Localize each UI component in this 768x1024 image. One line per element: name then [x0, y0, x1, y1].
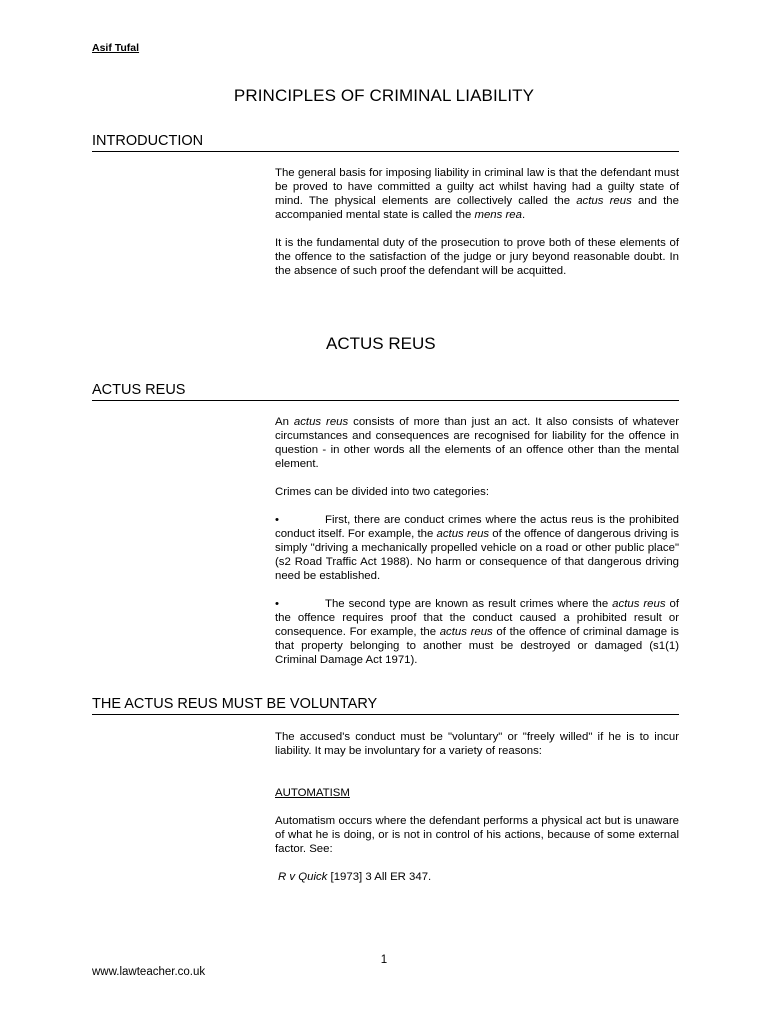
- introduction-paragraph-1: The general basis for imposing liability in criminal law is that the defendant must be proved to have committed a guilty act whilst having had a guilty state of mind. The physical elements are collectively called the actus reus and the accompanied mental state is called the mens rea.: [275, 167, 679, 221]
- bullet-item-conduct-crimes: • First, there are conduct crimes where the actus reus is the prohibited conduct itself. For example, the actus reus of the offence of dangerous driving is simply "driving a mechanically propelled vehicle on a road or other public place" (s2 Road Traffic Act 1988). No harm or consequence of that dangerous driving need be established.: [275, 514, 679, 582]
- automatism-paragraph: Automatism occurs where the defendant performs a physical act but is unaware of what he is doing, or is not in control of his actions, because of some external factor. See:: [275, 815, 679, 855]
- case-citation: R v Quick [1973] 3 All ER 347.: [278, 871, 432, 883]
- subheading-automatism: AUTOMATISM: [275, 787, 350, 799]
- voluntary-paragraph-1: The accused's conduct must be "voluntary" or "freely willed" if he is to incur liability. It may be involuntary for a variety of reasons:: [275, 731, 679, 757]
- part-heading-actus-reus: ACTUS REUS: [326, 334, 436, 353]
- section-heading-actus-reus: ACTUS REUS: [92, 382, 679, 401]
- section-heading-introduction: INTRODUCTION: [92, 133, 679, 152]
- actus-reus-paragraph-1: An actus reus consists of more than just an act. It also consists of whatever circumstances and consequences are recognised for liability for the offence in question - in other words all the elements of an offence other than the mental element.: [275, 416, 679, 470]
- author-name: Asif Tufal: [92, 42, 140, 54]
- bullet-item-result-crimes: • The second type are known as result crimes where the actus reus of the offence requires proof that the conduct caused a prohibited result or consequence. For example, the actus reus of the offence of criminal damage is that property belonging to another must be destroyed or damaged (s1(1) Criminal Damage Act 1971).: [275, 598, 679, 666]
- document-title: PRINCIPLES OF CRIMINAL LIABILITY: [233, 86, 535, 105]
- section-heading-voluntary: THE ACTUS REUS MUST BE VOLUNTARY: [92, 696, 679, 715]
- actus-reus-paragraph-2: Crimes can be divided into two categories:: [275, 486, 489, 498]
- actus-reus-body: [275, 415, 679, 681]
- introduction-body: [275, 166, 679, 278]
- page-number: 1: [380, 954, 388, 966]
- introduction-paragraph-2: It is the fundamental duty of the prosecution to prove both of these elements of the offence to the satisfaction of the judge or jury beyond reasonable doubt. In the absence of such proof the defendant will be acquitted.: [275, 237, 679, 277]
- bullet-dot: •: [275, 514, 279, 526]
- voluntary-body: [275, 730, 679, 898]
- bullet-dot: •: [275, 598, 279, 610]
- footer-url: www.lawteacher.co.uk: [92, 966, 206, 978]
